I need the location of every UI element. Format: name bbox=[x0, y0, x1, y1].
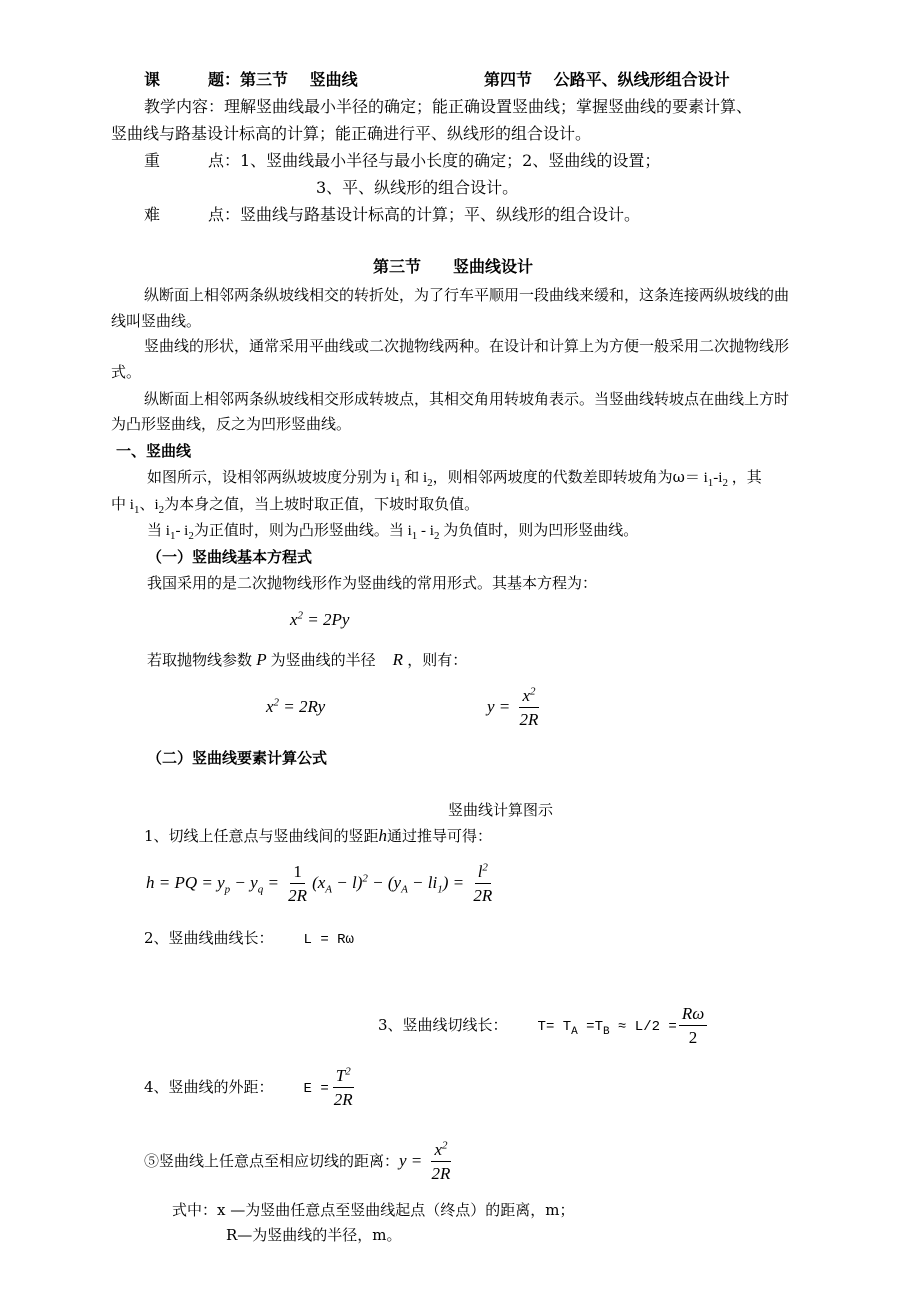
equation-y-x2-2r: y = $\frac{x^2}{2R}$ bbox=[487, 684, 539, 729]
topic-section4: 第四节 公路平、纵线形组合设计 bbox=[484, 70, 730, 89]
intro-p3-line1: 纵断面上相邻两条纵坡线相交形成转坡点，其相交角用转坡角表示。当竖曲线转坡点在曲线上方时 bbox=[144, 390, 790, 408]
note-x: 式中：x —为竖曲任意点至竖曲线起点（终点）的距离，m； bbox=[172, 1201, 575, 1219]
heading-element-formulas: （二）竖曲线要素计算公式 bbox=[147, 749, 328, 767]
equation-h: h = PQ = $y_p - y_q$ = $\frac{1}{2R}$ $(x_A - l)^2 - (y_A - li_1)$ = $\frac{l^2}{2R}$ bbox=[146, 860, 493, 905]
heading-basic-equation: （一）竖曲线基本方程式 bbox=[147, 548, 313, 566]
item2-line: 2、竖曲线曲线长： L = Rω bbox=[144, 929, 354, 948]
topic-line bbox=[144, 70, 358, 90]
formula-curve-length: L = Rω bbox=[303, 932, 354, 948]
intro-p3-line2: 为凸形竖曲线，反之为凹形竖曲线。 bbox=[111, 415, 352, 433]
grade-line-2: 中 $i_1$、$i_2$为本身之值，当上坡时取正值，下坡时取负值。 bbox=[111, 495, 480, 516]
basic-equation-text: 我国采用的是二次抛物线形作为竖曲线的常用形式。其基本方程为： bbox=[147, 574, 598, 592]
grade-line-3: 当 $i_1-$ $i_2$为正值时，则为凸形竖曲线。当 $i_1 - i_2$ 为负值时，则为凹形竖曲线。 bbox=[147, 521, 639, 542]
note-r: R—为竖曲线的半径，m。 bbox=[226, 1226, 402, 1244]
key-points-line-2: 3、平、纵线形的组合设计。 bbox=[316, 178, 519, 197]
content-line-2: 竖曲线与路基设计标高的计算；能正确进行平、纵线形的组合设计。 bbox=[111, 124, 592, 143]
item5-line: ⑤竖曲线上任意点至相应切线的距离：y = $\frac{x^2}{2R}$ bbox=[144, 1138, 451, 1183]
item4-line: 4、竖曲线的外距： E = $\frac{T^2}{2R}$ bbox=[144, 1064, 353, 1109]
key-points-line-1: 重 点：1、竖曲线最小半径与最小长度的确定；2、竖曲线的设置； bbox=[144, 151, 661, 170]
intro-p1-line2: 线叫竖曲线。 bbox=[111, 312, 202, 330]
section-title: 第三节 竖曲线设计 bbox=[373, 257, 534, 276]
intro-p2-line2: 式。 bbox=[111, 363, 142, 381]
difficult-points-line: 难 点：竖曲线与路基设计标高的计算；平、纵线形的组合设计。 bbox=[144, 205, 641, 224]
figure-caption: 竖曲线计算图示 bbox=[448, 801, 554, 819]
heading-vertical-curve: 一、竖曲线 bbox=[116, 442, 192, 460]
topic-label: 课 题： bbox=[144, 70, 241, 89]
topic-section3: 第三节 竖曲线 bbox=[240, 70, 358, 89]
equation-x2-2py: $x^2 = 2Py$ bbox=[290, 609, 350, 629]
intro-p1-line1: 纵断面上相邻两条纵坡线相交的转折处，为了行车平顺用一段曲线来缓和，这条连接两纵坡线的曲 bbox=[144, 286, 790, 304]
content-line-1: 教学内容：理解竖曲线最小半径的确定；能正确设置竖曲线；掌握竖曲线的要素计算、 bbox=[144, 97, 753, 116]
grade-line-1: 如图所示，设相邻两纵坡坡度分别为 $i_1$ 和 $i_2$，则相邻两坡度的代数差即转坡角为$\omega= i_1-i_2$ ，其 bbox=[147, 468, 762, 489]
param-line: 若取抛物线参数 P 为竖曲线的半径 R ，则有： bbox=[147, 650, 468, 669]
item3-line: 3、竖曲线切线长： $T= T_A =T_B \approx L/2$ = $\frac{R\omega}{2}$ bbox=[378, 1000, 709, 1052]
intro-p2-line1: 竖曲线的形状，通常采用平曲线或二次抛物线两种。在设计和计算上为方便一般采用二次抛物线形 bbox=[144, 337, 790, 355]
equation-x2-2ry: $x^2 = 2Ry$ bbox=[266, 696, 326, 716]
item1-line: 1、切线上任意点与竖曲线间的竖距h通过推导可得： bbox=[144, 826, 493, 845]
